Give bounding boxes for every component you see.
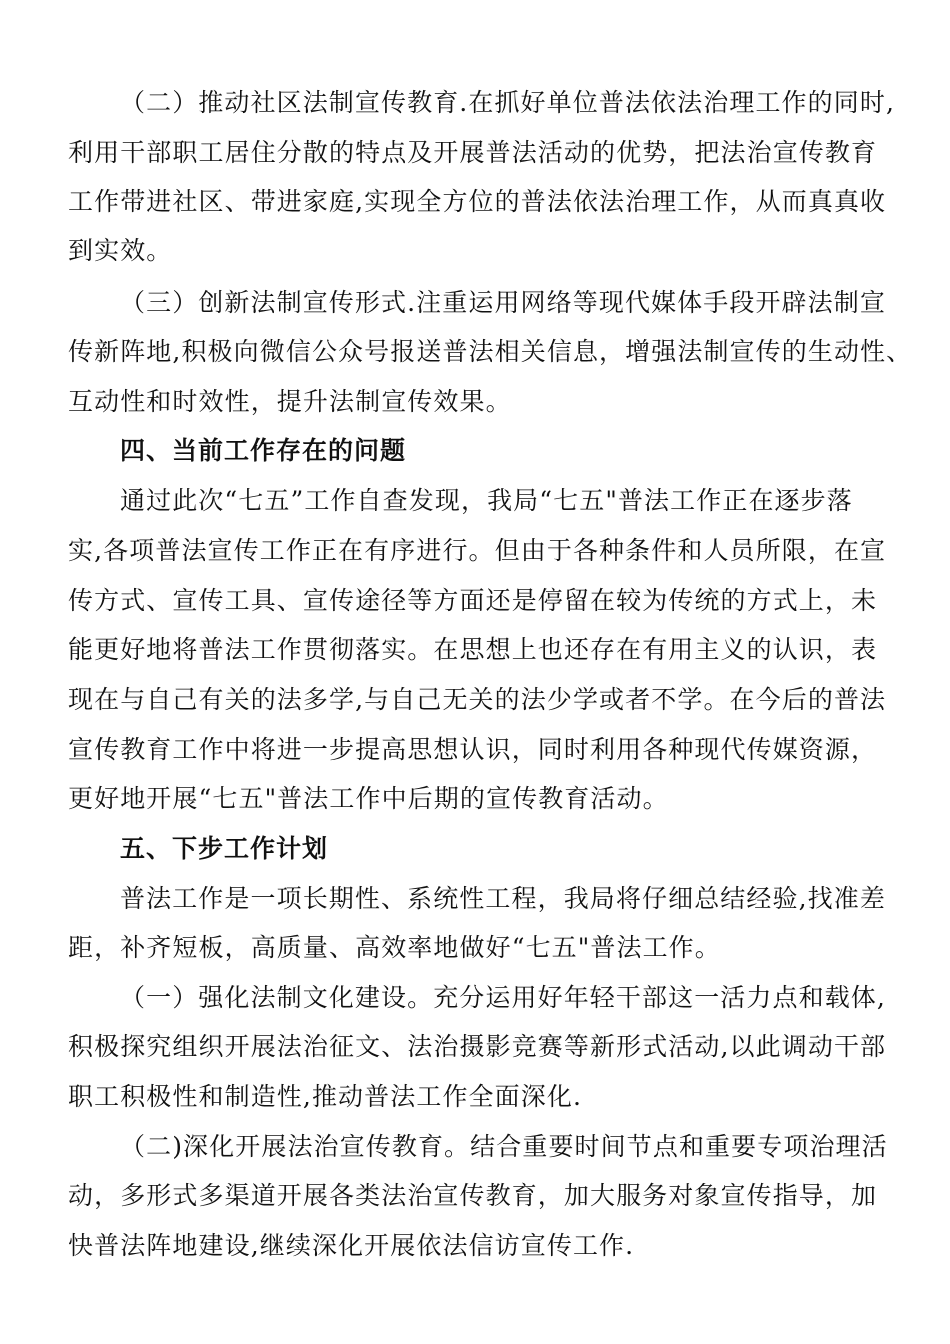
section-5-line-2: 距，补齐短板，高质量、高效率地做好“七五"普法工作。 bbox=[68, 933, 721, 962]
section-4-line-4: 能更好地将普法工作贯彻落实。在思想上也还存在有用主义的认识，表 bbox=[68, 635, 878, 664]
section-4-line-3: 传方式、宣传工具、宣传途径等方面还是停留在较为传统的方式上，未 bbox=[68, 586, 878, 615]
section-4-line-6: 宣传教育工作中将进一步提高思想认识，同时利用各种现代传媒资源， bbox=[68, 735, 878, 764]
section-4-line-1: 通过此次“七五”工作自查发现，我局“七五"普法工作正在逐步落 bbox=[120, 486, 853, 515]
paragraph-3-line-1: （三）创新法制宣传形式.注重运用网络等现代媒体手段开辟法制宣 bbox=[120, 288, 886, 317]
paragraph-3-line-2: 传新阵地,积极向微信公众号报送普法相关信息，增强法制宣传的生动性、 bbox=[68, 337, 913, 366]
plan-2-line-1: （二)深化开展法治宣传教育。结合重要时间节点和重要专项治理活 bbox=[120, 1132, 888, 1161]
section-4-line-2: 实,各项普法宣传工作正在有序进行。但由于各种条件和人员所限，在宣 bbox=[68, 536, 887, 565]
paragraph-2-line-4: 到实效。 bbox=[68, 236, 173, 265]
section-5-line-1: 普法工作是一项长期性、系统性工程，我局将仔细总结经验,找准差 bbox=[120, 884, 886, 913]
paragraph-3-line-3: 互动性和时效性，提升法制宣传效果。 bbox=[68, 387, 512, 416]
plan-1-line-3: 职工积极性和制造性,推动普法工作全面深化. bbox=[68, 1082, 582, 1111]
plan-2-line-3: 快普法阵地建设,继续深化开展依法信访宣传工作. bbox=[68, 1231, 635, 1260]
section-heading-5: 五、下步工作计划 bbox=[120, 834, 329, 863]
section-4-line-7: 更好地开展“七五"普法工作中后期的宣传教育活动。 bbox=[68, 784, 669, 813]
section-4-line-5: 现在与自己有关的法多学,与自己无关的法少学或者不学。在今后的普法 bbox=[68, 685, 887, 714]
plan-1-line-1: （一）强化法制文化建设。充分运用好年轻干部这一活力点和载体, bbox=[120, 983, 886, 1012]
paragraph-2-line-1: （二）推动社区法制宣传教育.在抓好单位普法依法治理工作的同时, bbox=[120, 88, 895, 117]
plan-2-line-2: 动，多形式多渠道开展各类法治宣传教育，加大服务对象宣传指导，加 bbox=[68, 1181, 878, 1210]
section-heading-4: 四、当前工作存在的问题 bbox=[120, 436, 407, 465]
paragraph-2-line-3: 工作带进社区、带进家庭,实现全方位的普法依法治理工作，从而真真收 bbox=[68, 187, 887, 216]
paragraph-2-line-2: 利用干部职工居住分散的特点及开展普法活动的优势，把法治宣传教育 bbox=[68, 138, 878, 167]
plan-1-line-2: 积极探究组织开展法治征文、法治摄影竞赛等新形式活动,以此调动干部 bbox=[68, 1032, 887, 1061]
